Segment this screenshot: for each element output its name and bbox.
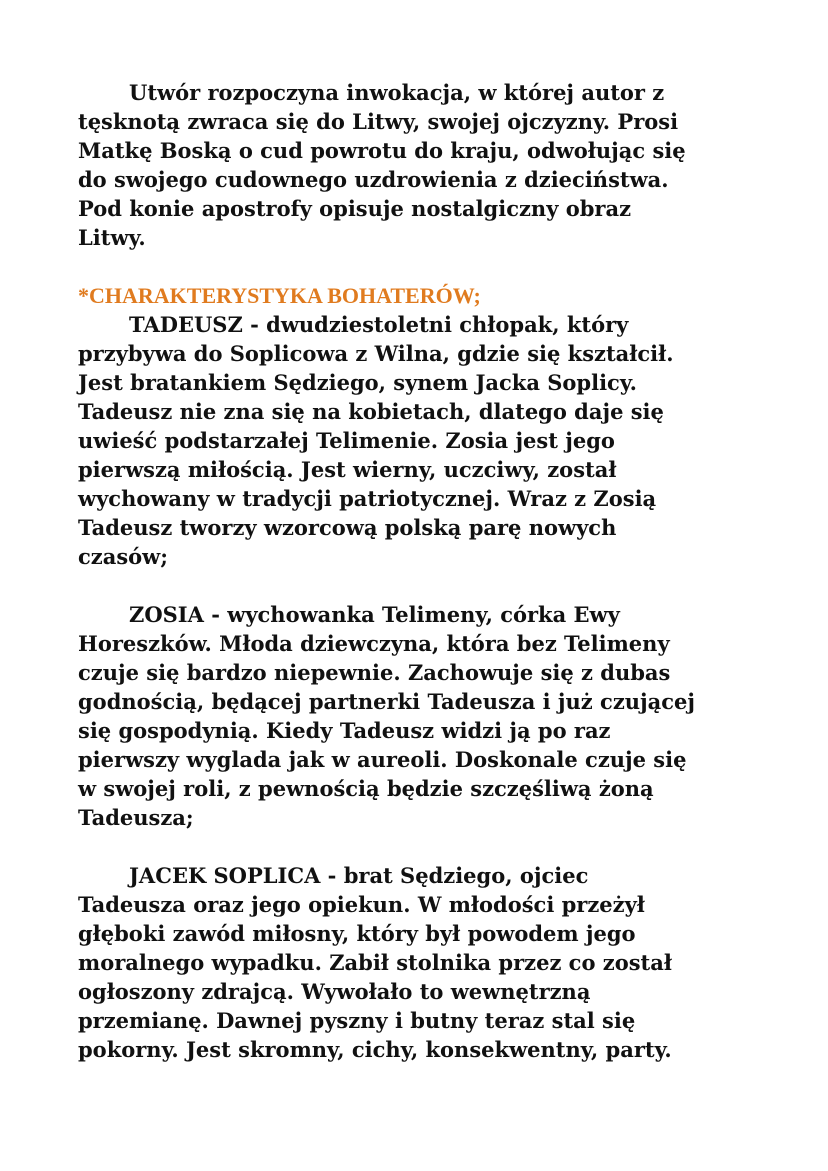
- paragraph-line: Tadeusz tworzy wzorcową polską parę nowych: [78, 515, 617, 540]
- tadeusz-paragraph: [78, 310, 768, 571]
- paragraph-line: pokorny. Jest skromny, cichy, konsekwentny, party.: [78, 1037, 672, 1062]
- paragraph-spacer: [78, 832, 768, 861]
- paragraph-line: do swojego cudownego uzdrowienia z dzieciństwa.: [78, 167, 669, 192]
- intro-paragraph: [78, 78, 768, 252]
- paragraph-line: Pod konie apostrofy opisuje nostalgiczny obraz: [78, 196, 631, 221]
- paragraph-line: przybywa do Soplicowa z Wilna, gdzie się kształcił.: [78, 341, 674, 366]
- paragraph-spacer: [78, 571, 768, 600]
- paragraph-line: pierwszą miłością. Jest wierny, uczciwy, został: [78, 457, 617, 482]
- paragraph-line: tęsknotą zwraca się do Litwy, swojej ojczyzny. Prosi: [78, 109, 679, 134]
- paragraph-line: Tadeusz nie zna się na kobietach, dlatego daje się: [78, 399, 664, 424]
- paragraph-line: ogłoszony zdrajcą. Wywołało to wewnętrzną: [78, 979, 591, 1004]
- paragraph-line: wychowany w tradycji patriotycznej. Wraz z Zosią: [78, 486, 657, 511]
- paragraph-line: czasów;: [78, 544, 168, 569]
- paragraph-spacer: [78, 252, 768, 281]
- paragraph-line: Tadeusza;: [78, 805, 194, 830]
- paragraph-line: moralnego wypadku. Zabił stolnika przez co został: [78, 950, 672, 975]
- paragraph-line: JACEK SOPLICA - brat Sędziego, ojciec: [129, 863, 589, 888]
- paragraph-line: głęboki zawód miłosny, który był powodem jego: [78, 921, 636, 946]
- paragraph-line: uwieść podstarzałej Telimenie. Zosia jest jego: [78, 428, 615, 453]
- paragraph-line: godnością, będącej partnerki Tadeusza i już czującej: [78, 689, 695, 714]
- zosia-paragraph: [78, 600, 768, 832]
- jacek-paragraph: [78, 861, 768, 1064]
- paragraph-line: przemianę. Dawnej pyszny i butny teraz stal się: [78, 1008, 636, 1033]
- paragraph-line: TADEUSZ - dwudziestoletni chłopak, który: [129, 312, 629, 337]
- paragraph-line: pierwszy wyglada jak w aureoli. Doskonale czuje się: [78, 747, 687, 772]
- paragraph-line: ZOSIA - wychowanka Telimeny, córka Ewy: [129, 602, 620, 627]
- paragraph-line: Horeszków. Młoda dziewczyna, która bez Telimeny: [78, 631, 670, 656]
- section-heading: *CHARAKTERYSTYKA BOHATERÓW;: [78, 283, 481, 308]
- paragraph-line: Utwór rozpoczyna inwokacja, w której autor z: [129, 80, 665, 105]
- paragraph-line: czuje się bardzo niepewnie. Zachowuje się z dubas: [78, 660, 671, 685]
- document-page: [78, 78, 768, 1064]
- paragraph-line: Jest bratankiem Sędziego, synem Jacka Soplicy.: [78, 370, 637, 395]
- paragraph-line: w swojej roli, z pewnością będzie szczęśliwą żoną: [78, 776, 654, 801]
- paragraph-line: się gospodynią. Kiedy Tadeusz widzi ją po raz: [78, 718, 611, 743]
- paragraph-line: Tadeusza oraz jego opiekun. W młodości przeżył: [78, 892, 645, 917]
- paragraph-line: Litwy.: [78, 225, 146, 250]
- paragraph-line: Matkę Boską o cud powrotu do kraju, odwołując się: [78, 138, 686, 163]
